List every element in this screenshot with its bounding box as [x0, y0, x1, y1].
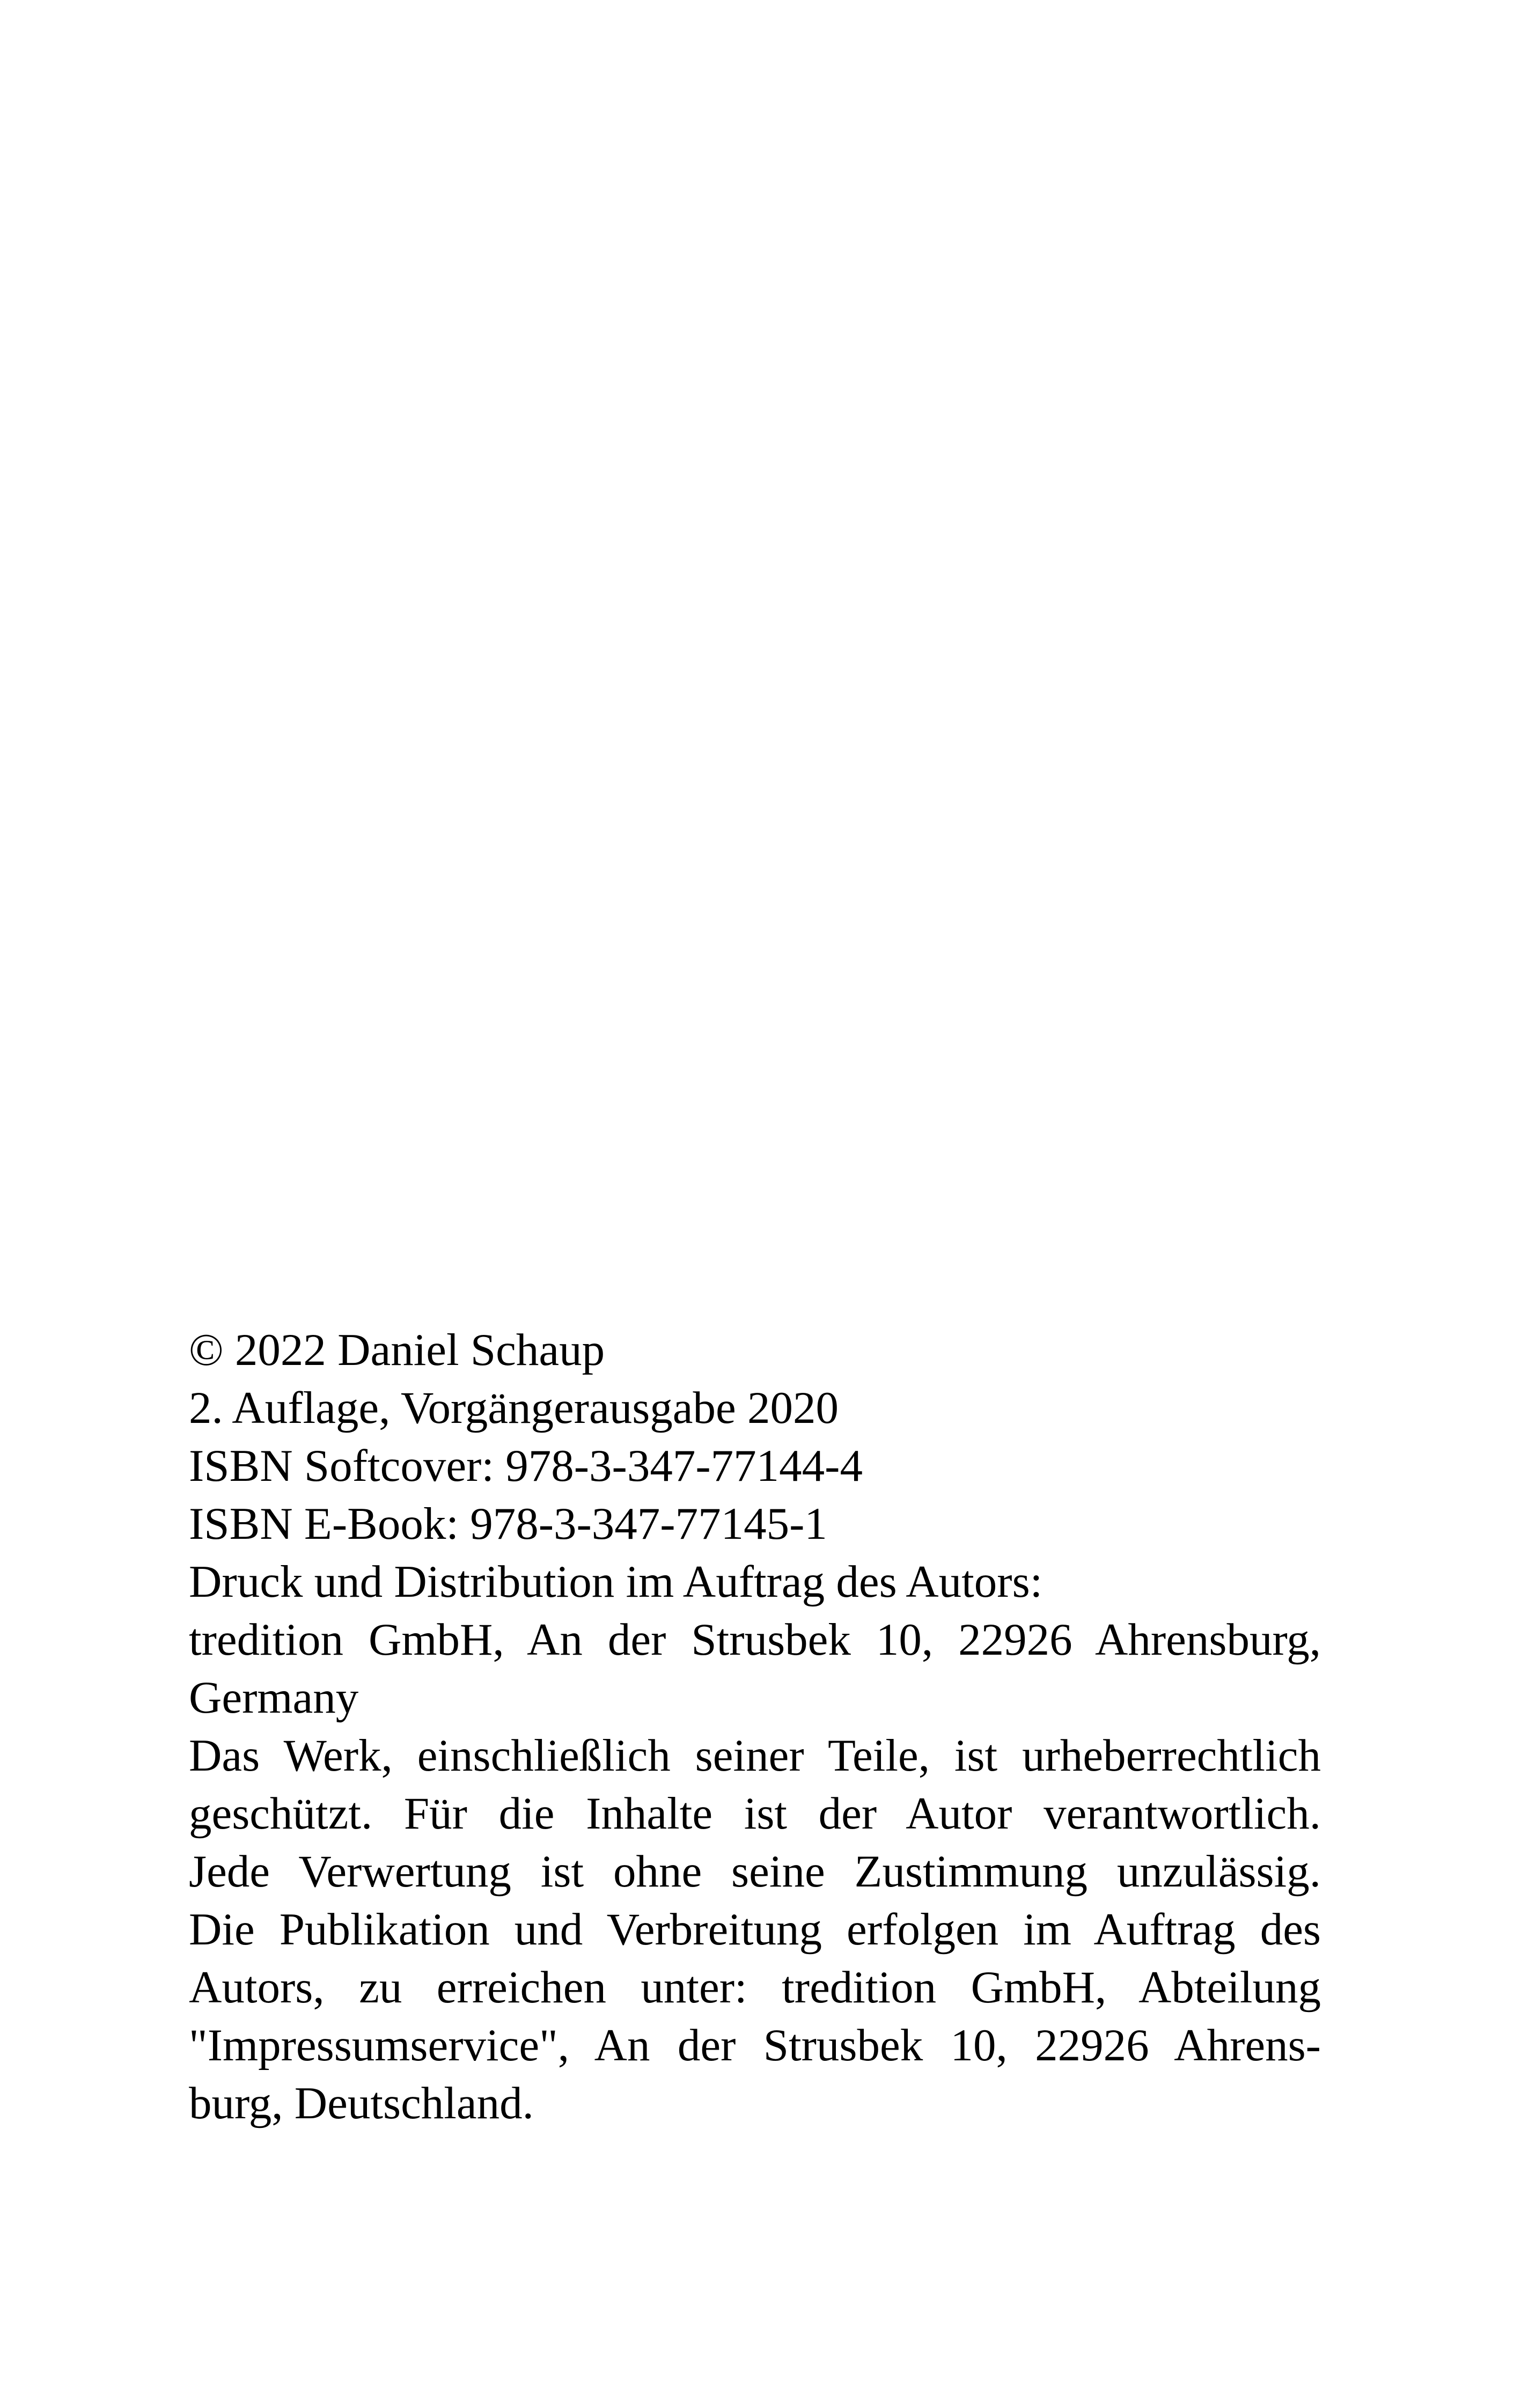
rights-line: Das Werk, einschließlich seiner Teile, ist urheberrechtlich — [189, 1730, 1321, 1781]
publisher-country-line: Germany — [189, 1672, 359, 1723]
imprint-block — [189, 1321, 1321, 2132]
isbn-softcover-line: ISBN Softcover: 978-3-347-77144-4 — [189, 1441, 863, 1491]
rights-line: "Impressumservice", An der Strusbek 10, 22926 Ahrens- — [189, 2020, 1321, 2071]
rights-line: Jede Verwertung ist ohne seine Zustimmung unzulässig. — [189, 1846, 1321, 1897]
copyright-line: © 2022 Daniel Schaup — [189, 1325, 605, 1375]
edition-line: 2. Auflage, Vorgängerausgabe 2020 — [189, 1383, 839, 1433]
isbn-ebook-line: ISBN E-Book: 978-3-347-77145-1 — [189, 1499, 827, 1549]
publisher-address-line: tredition GmbH, An der Strusbek 10, 22926 Ahrensburg, — [189, 1614, 1321, 1665]
rights-line: Die Publikation und Verbreitung erfolgen im Auftrag des — [189, 1904, 1321, 1955]
rights-line: Autors, zu erreichen unter: tredition GmbH, Abteilung — [189, 1962, 1321, 2013]
printing-line: Druck und Distribution im Auftrag des Autors: — [189, 1557, 1043, 1607]
rights-line: geschützt. Für die Inhalte ist der Autor verantwortlich. — [189, 1788, 1321, 1839]
rights-line: burg, Deutschland. — [189, 2078, 534, 2128]
